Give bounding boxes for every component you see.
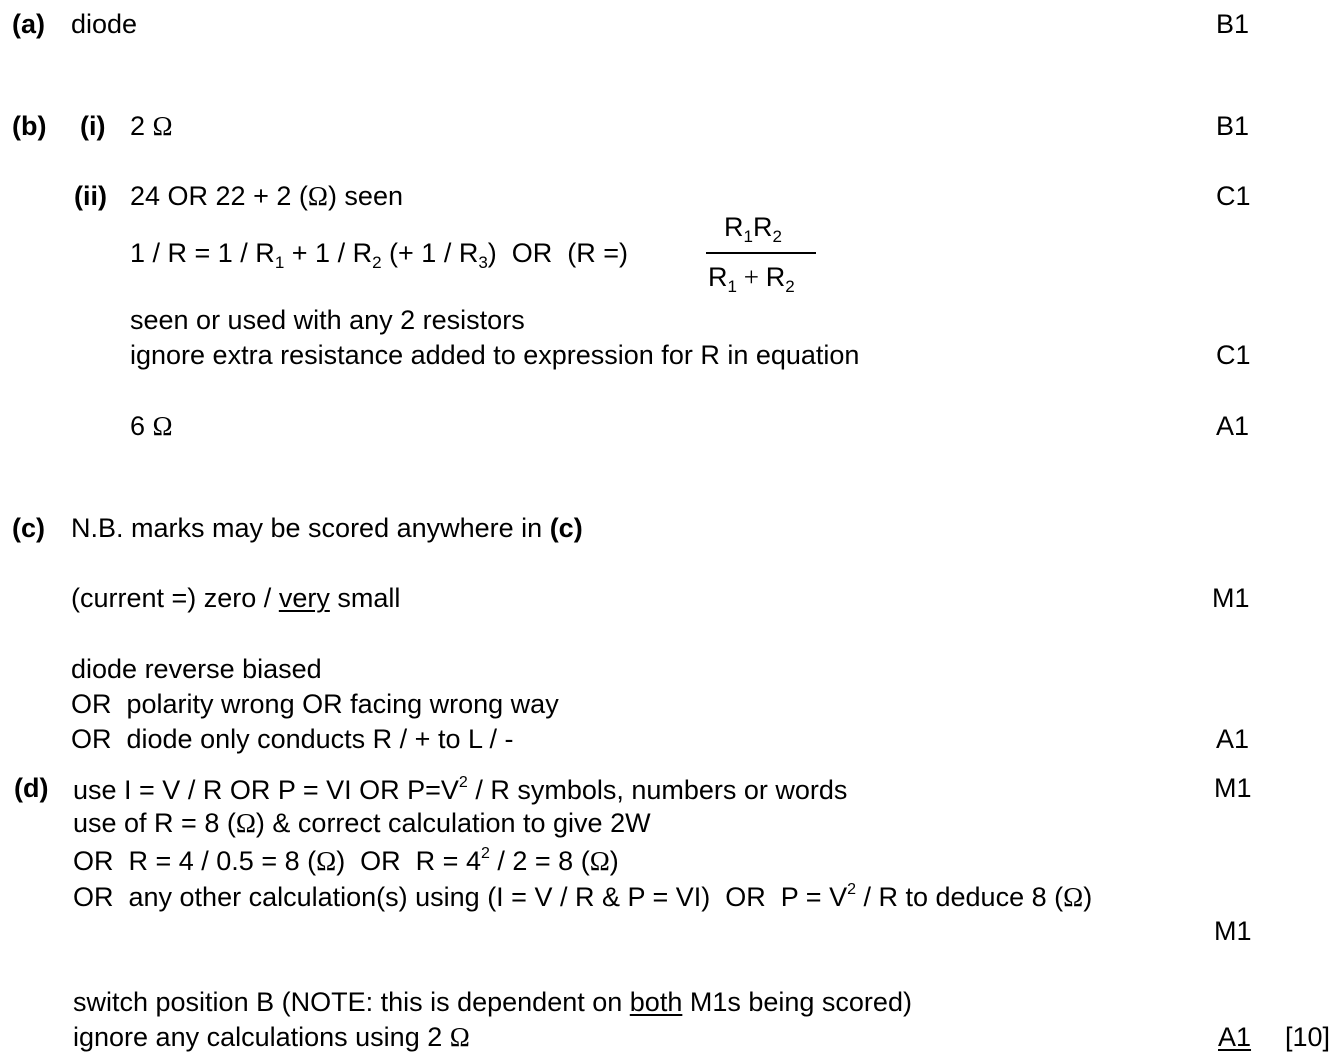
part-d-line6: ignore any calculations using 2 Ω bbox=[73, 1022, 470, 1052]
part-b-ii-label: (ii) bbox=[74, 181, 107, 211]
part-b-ii-line1-mark: C1 bbox=[1216, 181, 1251, 211]
total-marks: [10] bbox=[1285, 1022, 1331, 1052]
fraction-numerator: $R_1R_2$ bbox=[724, 212, 782, 246]
part-a-label: (a) bbox=[12, 9, 45, 39]
part-c-label: (c) bbox=[12, 513, 45, 543]
part-b-i-mark: B1 bbox=[1216, 111, 1250, 141]
part-c-note: N.B. marks may be scored anywhere in (c) bbox=[71, 513, 583, 543]
part-b-ii-line4: ignore extra resistance added to expression for R in equation bbox=[130, 340, 860, 370]
part-b-label: (b) bbox=[12, 111, 47, 141]
part-d-final-mark: A1 bbox=[1218, 1022, 1252, 1052]
part-d-label: (d) bbox=[14, 773, 49, 803]
part-c-current: (current =) zero / very small bbox=[71, 583, 401, 613]
part-c-reason-3: OR diode only conducts R / + to L / - bbox=[71, 724, 514, 754]
part-d-line2: use of R = 8 (Ω) & correct calculation to give 2W bbox=[73, 808, 651, 838]
fraction-denominator: $R_1 + R_2$ bbox=[708, 262, 795, 296]
resistance-equation: $1 / R = 1 / R_1 + 1 / R_2$ (+ $1 / R_3$) OR (R =) bbox=[130, 238, 629, 272]
part-d-line3: OR R = 4 / 0.5 = 8 (Ω) OR $R = 4^2 / 2 = 8$ (Ω) bbox=[73, 845, 619, 876]
part-b-i-label: (i) bbox=[80, 111, 106, 141]
part-d-line1: use I = V / R OR P = VI OR $P=V^2 / R$ symbols, numbers or words bbox=[73, 774, 848, 805]
part-a-answer: diode bbox=[71, 9, 138, 39]
part-a-mark: B1 bbox=[1216, 9, 1250, 39]
part-b-i-answer: 2 Ω bbox=[130, 111, 173, 141]
part-d-line1-mark: M1 bbox=[1214, 773, 1252, 803]
part-b-ii-line3: seen or used with any 2 resistors bbox=[130, 305, 525, 335]
part-c-reason-2: OR polarity wrong OR facing wrong way bbox=[71, 689, 559, 719]
part-d-line5: switch position B (NOTE: this is dependent on both M1s being scored) bbox=[73, 987, 912, 1017]
part-d-line4: OR any other calculation(s) using (I = V / R & P = VI) OR $P = V^2 / R$ to deduce 8 (Ω) bbox=[73, 881, 1093, 912]
part-c-reason-mark: A1 bbox=[1216, 724, 1250, 754]
part-c-reason-1: diode reverse biased bbox=[71, 654, 322, 684]
part-b-ii-line1: 24 OR 22 + 2 (Ω) seen bbox=[130, 181, 403, 211]
part-b-ii-answer-mark: A1 bbox=[1216, 411, 1250, 441]
part-d-line4-mark: M1 bbox=[1214, 916, 1252, 946]
part-c-current-mark: M1 bbox=[1212, 583, 1250, 613]
fraction-bar bbox=[706, 252, 816, 254]
part-b-ii-answer: 6 Ω bbox=[130, 411, 173, 441]
part-b-ii-line4-mark: C1 bbox=[1216, 340, 1251, 370]
